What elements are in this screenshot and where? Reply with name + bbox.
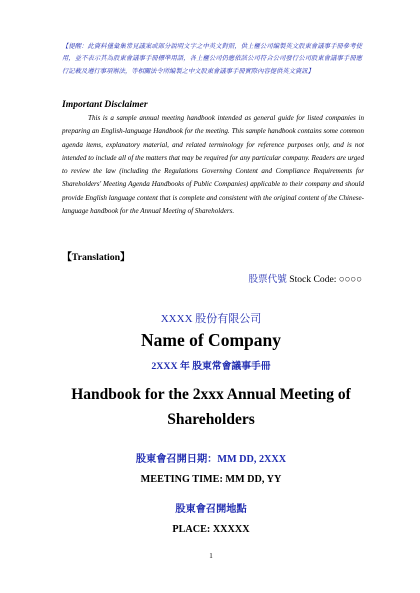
disclaimer-heading: Important Disclaimer bbox=[62, 99, 148, 110]
stock-code bbox=[248, 271, 362, 285]
company-name-en: Name of Company bbox=[141, 330, 281, 350]
stock-code-en: Stock Code: ○○○○ bbox=[289, 274, 362, 285]
page-number: 1 bbox=[209, 552, 213, 560]
disclaimer-body: This is a sample annual meeting handbook intended as general guide for listed companies in preparing an English-language Handbook for the meeting. This sample handbook contains some common agenda items, explanatory material, and related terminology for reference purposes only, and is not intended to include all of the matters that may be required for any particular company. Readers are urged to review the law (including the Regulations Governing Content and Compliance Requirements for Shareholders' Meeting Agenda Handbooks of Public Companies) applicable to their company and should provide English language content that is complete and consistent with the original content of the Chinese-language handbook for the Annual Meeting of Shareholders. bbox=[62, 114, 364, 215]
company-name-zh: XXXX 股份有限公司 bbox=[160, 313, 262, 325]
chinese-notice: 【提醒：此資料僅彙集常見議案或部分說明文字之中英文對照，供上櫃公司編製英文股東會議事手冊參考使用，並不表示其為股東會議事手冊標準用語，各上櫃公司仍應依該公司符合公司發行公司股東會議事手冊應行記載及遵行事項辦法，等相關法令所編製之中文股東會議事手冊實際內容提供英文資訊】 bbox=[62, 43, 362, 75]
handbook-title-zh: 2XXX 年 股東常會議事手冊 bbox=[151, 361, 271, 372]
handbook-title-en: Handbook for the 2xxx Annual Meeting of Shareholders bbox=[71, 386, 351, 428]
meeting-place-en: PLACE: XXXXX bbox=[172, 524, 250, 535]
meeting-place-zh: 股東會召開地點 bbox=[175, 504, 247, 515]
stock-code-zh: 股票代號 bbox=[248, 274, 287, 285]
translation-label: 【Translation】 bbox=[62, 252, 130, 263]
meeting-date-zh: 股東會召開日期：MM DD, 2XXX bbox=[135, 454, 287, 465]
meeting-time-en: MEETING TIME: MM DD, YY bbox=[140, 474, 282, 485]
